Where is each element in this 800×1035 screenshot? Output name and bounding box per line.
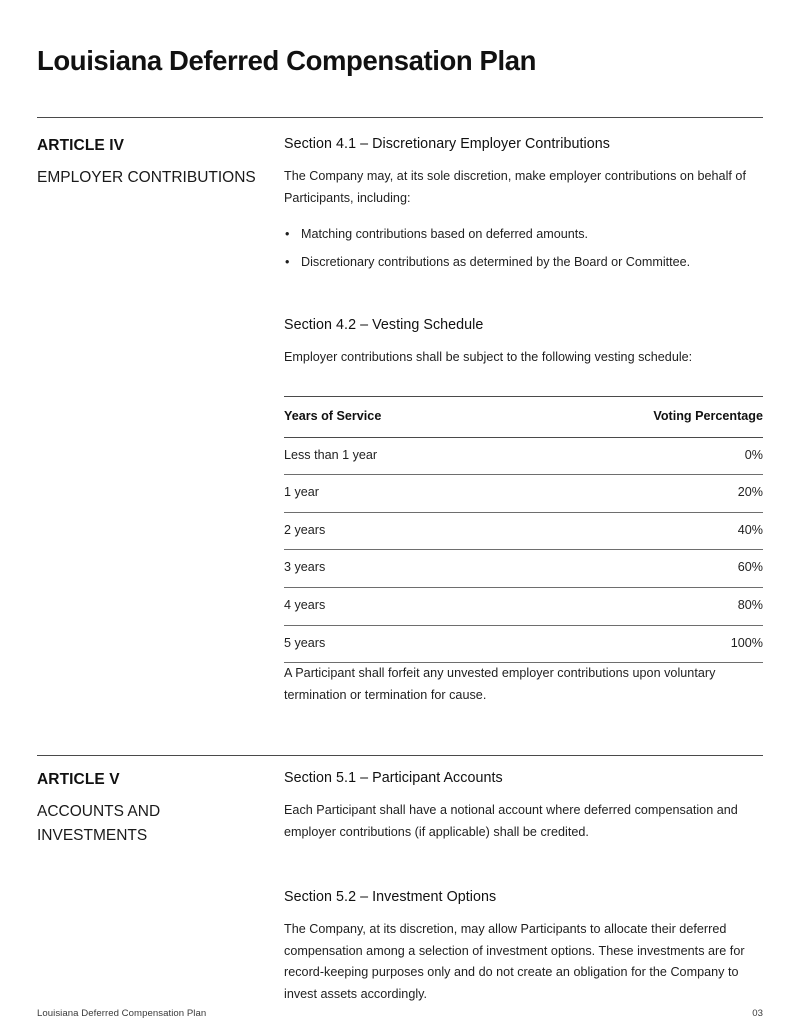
- table-row: [284, 625, 763, 663]
- cell-years: 3 years: [284, 560, 326, 575]
- cell-percentage: 60%: [737, 560, 763, 575]
- section-paragraph-4-2: Employer contributions shall be subject to the following vesting schedule:: [284, 350, 693, 365]
- table-row: [284, 437, 763, 475]
- cell-percentage: 40%: [737, 522, 763, 537]
- cell-years: 4 years: [284, 598, 326, 612]
- cell-years: 1 year: [284, 485, 320, 500]
- cell-percentage: 100%: [730, 635, 763, 650]
- section-paragraph-5-2: The Company, at its discretion, may allow Participants to allocate their deferred compensation among a selection of investment options. These investments are for record-keeping purposes only and do not create an obligation for the Company to invest assets accordingly.: [284, 921, 745, 1001]
- table-row: [284, 512, 763, 550]
- list-item-label: Matching contributions based on deferred amounts.: [301, 226, 589, 241]
- table-header-row: [284, 396, 763, 437]
- column-header-voting-percentage: Voting Percentage: [653, 408, 763, 423]
- cell-percentage: 20%: [737, 485, 763, 500]
- list-item: [284, 252, 763, 274]
- cell-years: 5 years: [284, 635, 326, 650]
- cell-percentage: 80%: [737, 598, 763, 612]
- footer-page-number: 03: [752, 1008, 763, 1019]
- article-number-v: ARTICLE V: [37, 771, 120, 788]
- cell-years: Less than 1 year: [284, 447, 378, 462]
- article-name-iv: EMPLOYER CONTRIBUTIONS: [37, 169, 256, 187]
- footer-document-name: Louisiana Deferred Compensation Plan: [37, 1008, 207, 1019]
- bullet-icon: •: [285, 255, 290, 270]
- section-heading-5-2: Section 5.2 – Investment Options: [284, 888, 497, 905]
- article-heading-block-v: [37, 770, 262, 848]
- cell-percentage: 0%: [744, 447, 763, 462]
- article-number-iv: ARTICLE IV: [37, 137, 125, 154]
- article-content-iv: [284, 135, 763, 713]
- bullet-icon: •: [285, 226, 290, 241]
- section-heading-4-2: Section 4.2 – Vesting Schedule: [284, 316, 484, 333]
- section-divider-article-v: [37, 755, 763, 756]
- page-footer: [37, 1008, 763, 1019]
- table-body: [284, 437, 763, 663]
- table-row: [284, 550, 763, 588]
- forfeiture-paragraph: A Participant shall forfeit any unvested employer contributions upon voluntary termination or termination for cause.: [284, 666, 716, 702]
- table-row: [284, 588, 763, 626]
- table-row: [284, 475, 763, 513]
- section-paragraph-5-1: Each Participant shall have a notional account where deferred compensation and employer contributions (if applicable) shall be credited.: [284, 803, 738, 839]
- cell-years: 2 years: [284, 522, 326, 537]
- contribution-bullet-list: [284, 224, 763, 274]
- table-head: [284, 396, 763, 437]
- list-item: [284, 224, 763, 246]
- article-name-v: ACCOUNTS AND INVESTMENTS: [37, 803, 161, 845]
- section-heading-5-1: Section 5.1 – Participant Accounts: [284, 770, 503, 786]
- section-divider-article-iv: [37, 117, 763, 118]
- page-title: Louisiana Deferred Compensation Plan: [37, 45, 537, 77]
- section-heading-4-1: Section 4.1 – Discretionary Employer Contributions: [284, 136, 610, 152]
- section-paragraph-4-1: The Company may, at its sole discretion, make employer contributions on behalf of Participants, including:: [284, 169, 746, 205]
- article-heading-block-iv: [37, 136, 262, 190]
- list-item-label: Discretionary contributions as determined by the Board or Committee.: [301, 255, 691, 270]
- column-header-years-of-service: Years of Service: [284, 408, 382, 423]
- vesting-schedule-table: [284, 396, 763, 663]
- article-content-v: [284, 769, 763, 1012]
